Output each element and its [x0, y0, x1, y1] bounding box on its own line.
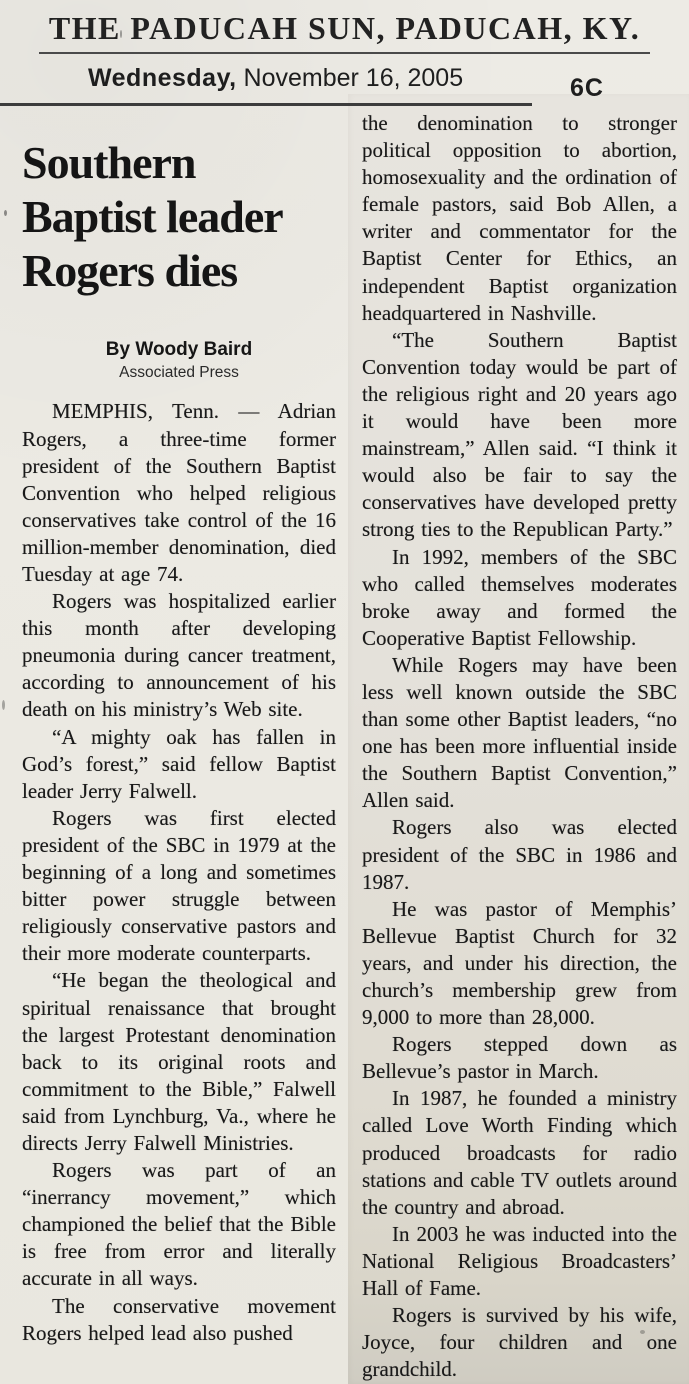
article-right-column: [362, 110, 677, 1383]
scan-speckle: [4, 210, 7, 216]
article-body-left: [22, 398, 336, 1346]
masthead: [0, 10, 689, 54]
paragraph: In 2003 he was inducted into the National Religious Broadcasters’ Hall of Fame.: [362, 1221, 677, 1301]
scan-speckle: [2, 700, 5, 710]
paragraph: Rogers is survived by his wife, Joyce, four children and one grandchild.: [362, 1303, 677, 1382]
dateline-date: November 16, 2005: [236, 64, 464, 92]
article-byline: By Woody Baird: [105, 339, 253, 361]
article-credit: Associated Press: [119, 364, 239, 382]
paragraph: While Rogers may have been less well known outside the SBC than some other Baptist leaders, “no one has been more influential inside the Southern Baptist Convention,” Allen said.: [362, 652, 677, 813]
paragraph: the denomination to stronger political opposition to abortion, homosexuality and the ordination of female pastors, said Bob Allen, a writer and commentator for the Baptist Center for Ethics, an independent Baptist organization headquartered in Nashville.: [362, 111, 677, 325]
scan-speckle: [660, 150, 664, 154]
article-headline: Southern Baptist leader Rogers dies: [22, 137, 282, 296]
paragraph: MEMPHIS, Tenn. — Adrian Rogers, a three-time former president of the Southern Baptist Convention who helped religious conservatives take control of the 16 million-member denomination, died Tuesday at age 74.: [22, 399, 336, 586]
dateline: [0, 64, 532, 106]
scan-speckle: [640, 1330, 645, 1334]
page-number: 6C: [570, 74, 604, 102]
paragraph: Rogers was part of an “inerrancy movement,” which championed the belief that the Bible is free from error and literally accurate in all ways.: [22, 1158, 336, 1291]
masthead-title: THE PADUCAH SUN, PADUCAH, KY.: [39, 10, 650, 54]
dateline-day: Wednesday,: [88, 64, 237, 92]
article-left-column: [22, 136, 336, 1347]
paragraph: “The Southern Baptist Convention today would be part of the religious right and 20 years ago it would have been more mainstream,” Allen said. “I think it would also be fair to say the conservatives have developed pretty strong ties to the Republican Party.”: [362, 327, 677, 542]
scan-speckle: [120, 30, 122, 38]
paragraph: In 1992, members of the SBC who called themselves moderates broke away and formed the Cooperative Baptist Fellowship.: [362, 544, 677, 650]
paragraph: Rogers stepped down as Bellevue’s pastor in March.: [362, 1032, 677, 1084]
paragraph: Rogers also was elected president of the SBC in 1986 and 1987.: [362, 815, 677, 894]
paragraph: “He began the theological and spiritual renaissance that brought the largest Protestant denomination back to its original roots and commitment to the Bible,” Falwell said from Lynchburg, Va., where he directs Jerry Falwell Ministries.: [22, 968, 336, 1155]
article-body-right: [362, 110, 677, 1383]
paragraph: “A mighty oak has fallen in God’s forest,” said fellow Baptist leader Jerry Falwell.: [22, 724, 336, 803]
paragraph: In 1987, he founded a ministry called Love Worth Finding which produced broadcasts for radio stations and cable TV outlets around the country and abroad.: [362, 1086, 677, 1219]
paragraph: He was pastor of Memphis’ Bellevue Baptist Church for 32 years, and under his direction, the church’s membership grew from 9,000 to more than 28,000.: [362, 896, 677, 1030]
paragraph: The conservative movement Rogers helped lead also pushed: [22, 1293, 336, 1345]
paragraph: Rogers was hospitalized earlier this month after developing pneumonia during cancer treatment, according to announcement of his death on his ministry’s Web site.: [22, 589, 336, 722]
paragraph: Rogers was first elected president of the SBC in 1979 at the beginning of a long and sometimes bitter power struggle between religiously conservative pastors and their more moderate counterparts.: [22, 805, 336, 966]
